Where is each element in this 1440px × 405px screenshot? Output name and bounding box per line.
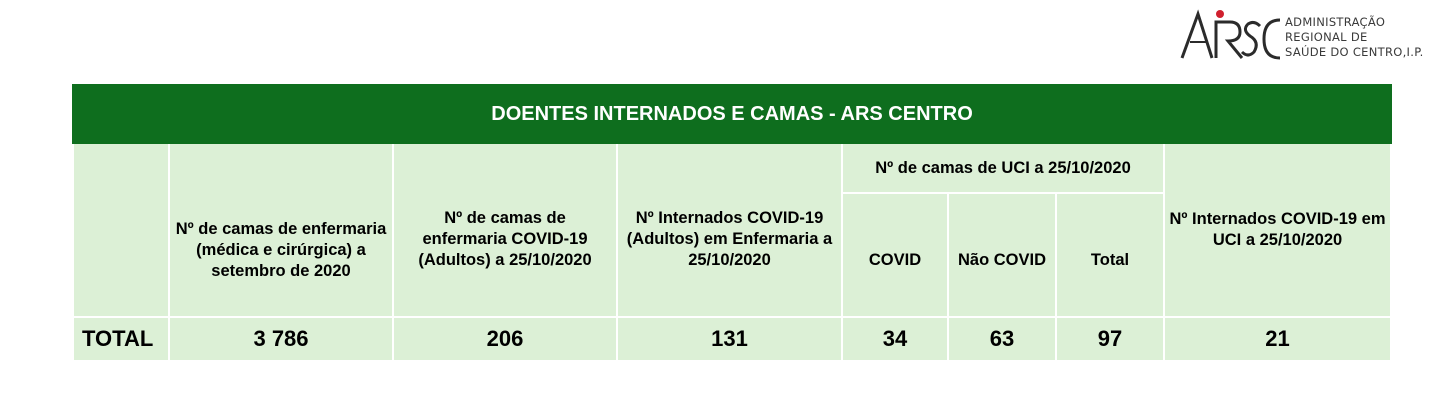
value-uci-nao-covid: 63 [948, 317, 1056, 361]
header-camas-uci: Nº de camas de UCI a 25/10/2020 [842, 143, 1164, 193]
header-internados-enfermaria: Nº Internados COVID-19 (Adultos) em Enfermaria a 25/10/2020 [617, 143, 842, 317]
value-internados-uci: 21 [1164, 317, 1391, 361]
header-uci-nao-covid: Não COVID [948, 193, 1056, 317]
arsc-logo-mark-icon [1178, 6, 1282, 66]
logo-text [1285, 15, 1424, 60]
value-camas-enfermaria: 3 786 [169, 317, 393, 361]
logo-line-1: ADMINISTRAÇÃO [1285, 15, 1386, 29]
table-title: DOENTES INTERNADOS E CAMAS - ARS CENTRO [73, 85, 1391, 143]
internados-table [72, 84, 1390, 362]
logo-line-2: REGIONAL DE [1285, 30, 1368, 44]
row-label: TOTAL [73, 317, 169, 361]
header-camas-covid: Nº de camas de enfermaria COVID-19 (Adultos) a 25/10/2020 [393, 143, 617, 317]
ars-centro-logo [1178, 6, 1432, 66]
logo-line-3: SAÚDE DO CENTRO,I.P. [1285, 45, 1424, 59]
header-uci-covid: COVID [842, 193, 948, 317]
value-camas-covid: 206 [393, 317, 617, 361]
header-uci-total: Total [1056, 193, 1164, 317]
value-internados-enfermaria: 131 [617, 317, 842, 361]
header-camas-enfermaria: Nº de camas de enfermaria (médica e cirúrgica) a setembro de 2020 [169, 143, 393, 317]
corner-cell [73, 143, 169, 317]
header-internados-uci: Nº Internados COVID-19 em UCI a 25/10/2020 [1164, 143, 1391, 317]
value-uci-total: 97 [1056, 317, 1164, 361]
table-row [73, 317, 1391, 361]
value-uci-covid: 34 [842, 317, 948, 361]
